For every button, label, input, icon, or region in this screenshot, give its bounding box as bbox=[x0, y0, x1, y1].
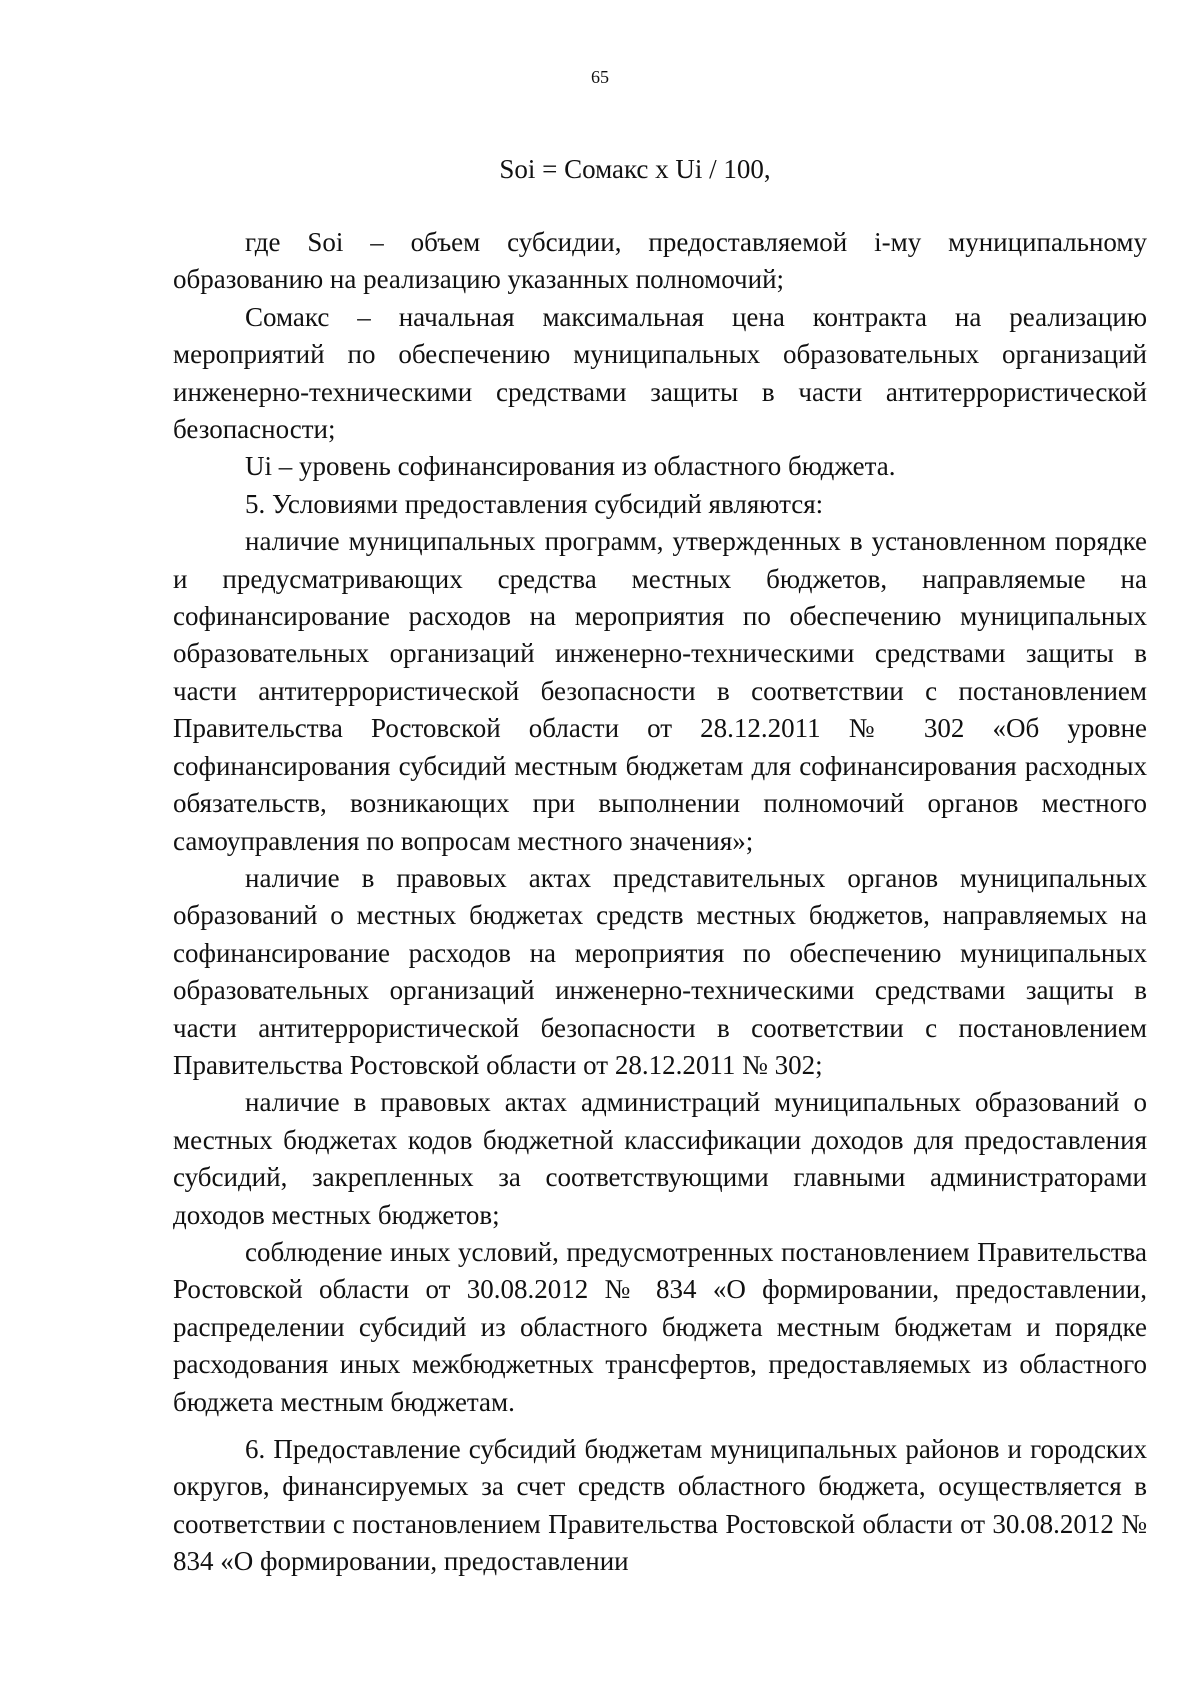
paragraph-definition-soi: где Soi – объем субсидии, предоставляемой i-му муниципальному образованию на реализацию указанных полномочий; bbox=[173, 227, 1147, 295]
page-number: 65 bbox=[591, 67, 609, 87]
paragraph-item-5-heading: 5. Условиями предоставления субсидий являются: bbox=[245, 488, 824, 519]
paragraph-condition-legal-acts: наличие в правовых актах представительных органов муниципальных образований о местных бюджетах средств местных бюджетов, направляемых на софинансирование расходов на мероприятия по обеспечению муниципальных образовательных организаций инженерно-техническими средствами защиты в части антитеррористической безопасности в соответствии с постановлением Правительства Ростовской области от 28.12.2011 № 302; bbox=[173, 862, 1147, 1080]
paragraph-item-6: 6. Предоставление субсидий бюджетам муниципальных районов и городских округов, финансируемых за счет средств областного бюджета, осуществляется в соответствии с постановлением Правительства Ростовской области от 30.08.2012 № 834 «О формировании, предоставлении bbox=[173, 1434, 1147, 1577]
paragraph-condition-other: соблюдение иных условий, предусмотренных постановлением Правительства Ростовской области от 30.08.2012 № 834 «О формировании, предоставлении, распределении субсидий из областного бюджета местным бюджетам и порядке расходования иных межбюджетных трансфертов, предоставляемых из областного бюджета местным бюджетам. bbox=[173, 1236, 1147, 1417]
formula: Soi = Сомакс х Ui / 100, bbox=[499, 154, 771, 184]
paragraph-condition-budget-codes: наличие в правовых актах администраций муниципальных образований о местных бюджетах кодов бюджетной классификации доходов для предоставления субсидий, закрепленных за соответствующими главными администраторами доходов местных бюджетов; bbox=[173, 1087, 1147, 1230]
paragraph-condition-programs: наличие муниципальных программ, утвержденных в установленном порядке и предусматривающих средства местных бюджетов, направляемые на софинансирование расходов на мероприятия по обеспечению муниципальных образовательных организаций инженерно-техническими средствами защиты в части антитеррористической безопасности в соответствии с постановлением Правительства Ростовской области от 28.12.2011 № 302 «Об уровне софинансирования субсидий местным бюджетам для софинансирования расходных обязательств, возникающих при выполнении полномочий органов местного самоуправления по вопросам местного значения»; bbox=[173, 526, 1147, 856]
document-body bbox=[173, 224, 1147, 1581]
paragraph-definition-ui: Ui – уровень софинансирования из областного бюджета. bbox=[245, 451, 896, 482]
paragraph-definition-somaks: Сомакс – начальная максимальная цена контракта на реализацию мероприятий по обеспечению муниципальных образовательных организаций инженерно-техническими средствами защиты в части антитеррористической безопасности; bbox=[173, 301, 1147, 445]
